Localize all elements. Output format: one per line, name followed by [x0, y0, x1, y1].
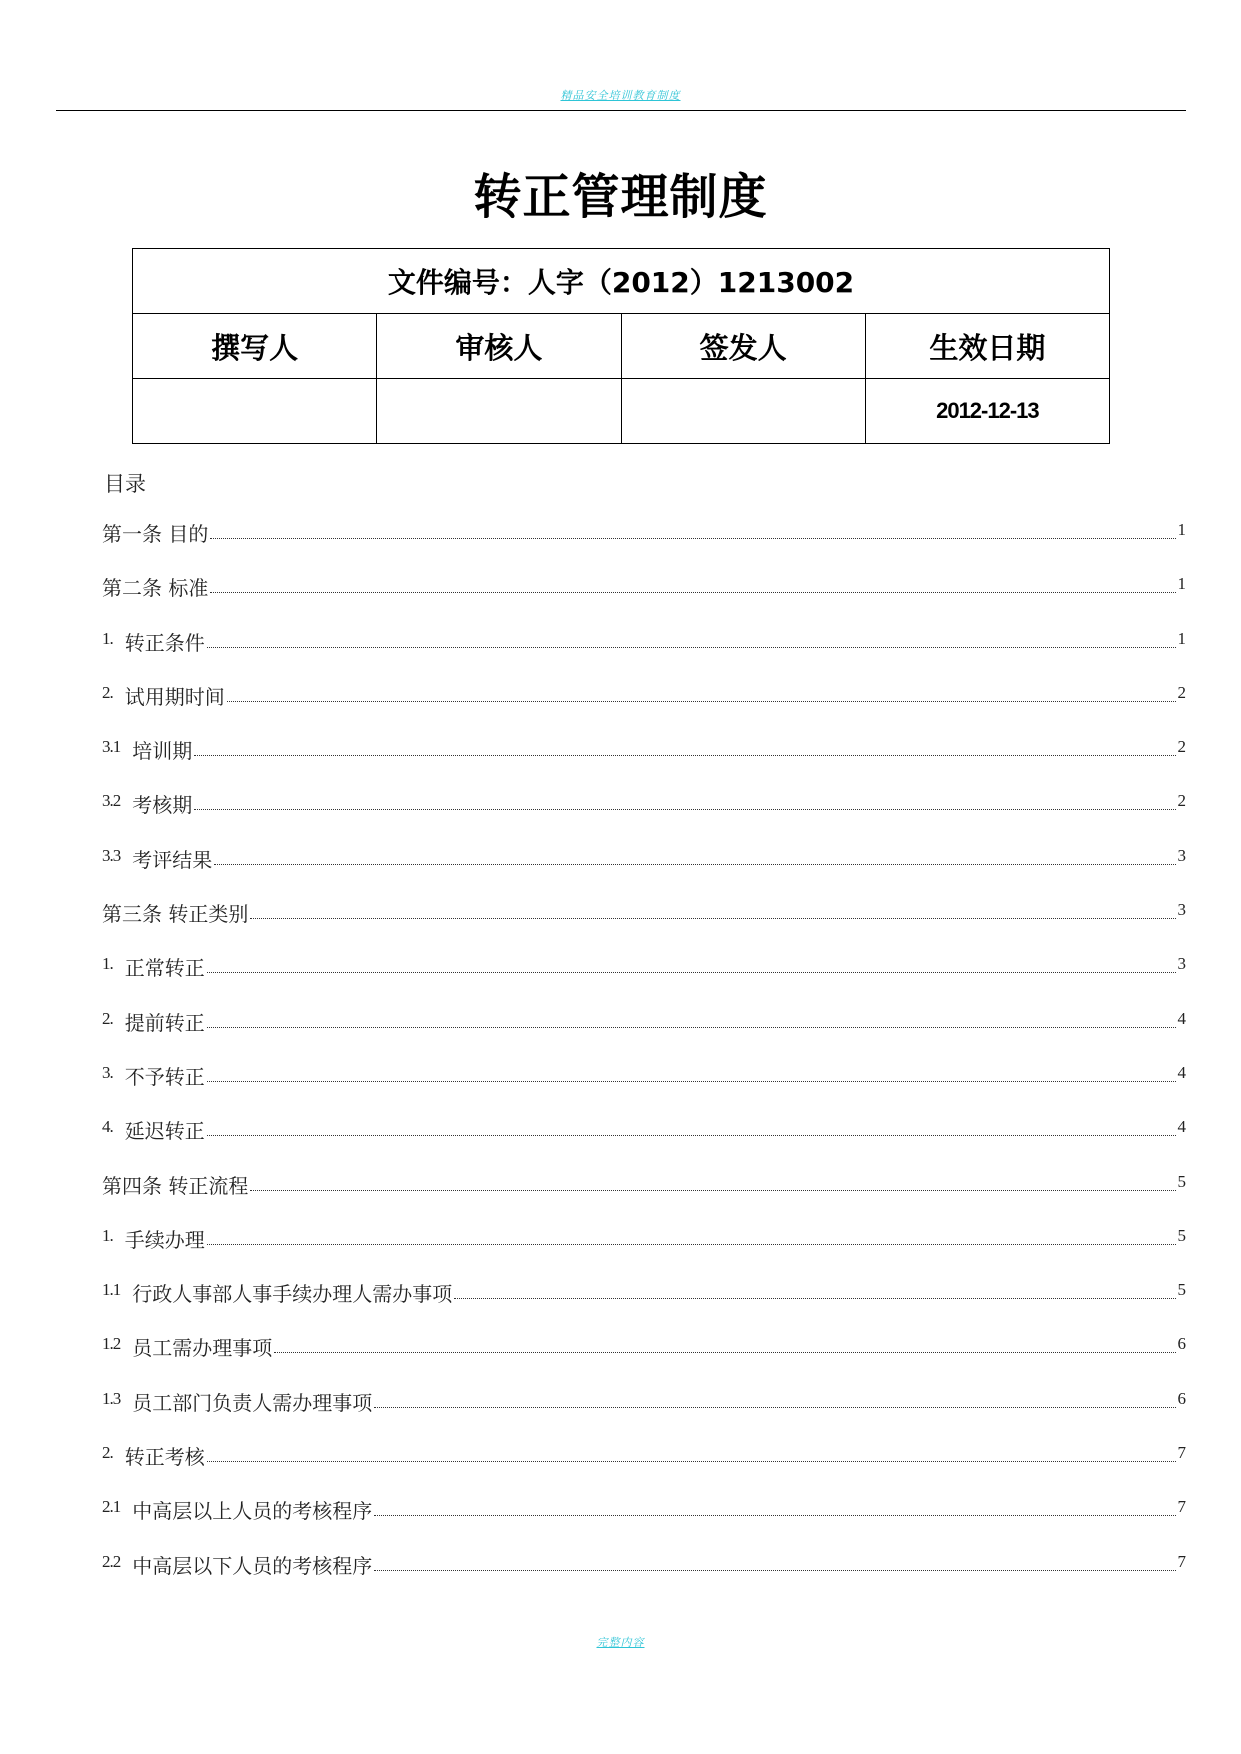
toc-entry-page: 6	[1177, 1388, 1186, 1408]
toc-leader-dots	[374, 1387, 1175, 1408]
toc-entry[interactable]	[102, 735, 1186, 789]
toc-entry-page: 2	[1177, 737, 1186, 757]
toc-entry-page: 5	[1177, 1171, 1186, 1191]
toc-entry-label: 中高层以下人员的考核程序	[132, 1553, 373, 1578]
toc-entry-number: 1.1	[102, 1280, 121, 1300]
toc-entry-page: 3	[1177, 900, 1186, 920]
column-author: 撰写人	[133, 314, 377, 379]
toc-entry-number: 1.2	[102, 1334, 121, 1354]
toc-entry-number: 3.3	[102, 845, 121, 865]
toc-entry-page: 4	[1177, 1062, 1186, 1082]
toc-entry-label: 转正条件	[124, 630, 205, 655]
toc-leader-dots	[374, 1495, 1175, 1516]
toc-entry[interactable]	[102, 1441, 1186, 1495]
toc-entry-page: 3	[1177, 954, 1186, 974]
info-value-row	[133, 379, 1110, 444]
column-effective-date: 生效日期	[865, 314, 1109, 379]
toc-entry-number: 1.	[102, 954, 113, 974]
toc-entry[interactable]	[102, 681, 1186, 735]
toc-entry-number: 1.3	[102, 1388, 121, 1408]
toc-entry-label: 正常转正	[124, 956, 205, 981]
toc-entry-number: 2.	[102, 1008, 113, 1028]
toc-entry[interactable]	[102, 789, 1186, 843]
toc-entry[interactable]	[102, 1387, 1186, 1441]
toc-entry-number: 2.1	[102, 1497, 121, 1517]
value-reviewer	[377, 379, 621, 444]
toc-leader-dots	[194, 789, 1175, 810]
file-number: 文件编号：人字（2012）1213002	[133, 249, 1110, 314]
toc-entry-page: 4	[1177, 1117, 1186, 1137]
toc-leader-dots	[227, 681, 1176, 702]
toc-entry-number: 3.	[102, 1062, 113, 1082]
toc-entry-label: 员工部门负责人需办理事项	[132, 1390, 373, 1415]
toc-leader-dots	[210, 518, 1175, 539]
toc-leader-dots	[194, 735, 1175, 756]
toc-entry-page: 5	[1177, 1225, 1186, 1245]
toc-entry-page: 3	[1177, 845, 1186, 865]
toc-entry[interactable]	[102, 1278, 1186, 1332]
toc-leader-dots	[207, 627, 1176, 648]
toc-entry[interactable]	[102, 627, 1186, 681]
file-number-row	[133, 249, 1110, 314]
toc-leader-dots	[207, 1007, 1176, 1028]
toc-entry-label: 提前转正	[124, 1010, 205, 1035]
toc-entry-label: 培训期	[132, 739, 193, 764]
header-divider	[56, 110, 1186, 111]
toc-entry-number: 2.	[102, 682, 113, 702]
info-header-row	[133, 314, 1110, 379]
toc-entry-number: 3.1	[102, 737, 121, 757]
toc-leader-dots	[207, 1224, 1176, 1245]
toc-entry[interactable]	[102, 1061, 1186, 1115]
toc-entry-label: 试用期时间	[124, 684, 225, 709]
toc-entry-label: 考核期	[132, 793, 193, 818]
toc-leader-dots	[374, 1550, 1175, 1571]
footer-note: 完整内容	[596, 1636, 645, 1649]
toc-entry-number: 2.2	[102, 1551, 121, 1571]
toc-leader-dots	[454, 1278, 1175, 1299]
value-effective-date: 2012-12-13	[865, 379, 1109, 444]
toc-leader-dots	[214, 844, 1175, 865]
toc-entry[interactable]	[102, 1550, 1186, 1604]
toc-entry-page: 2	[1177, 791, 1186, 811]
toc-entry-label: 延迟转正	[124, 1119, 205, 1144]
table-of-contents	[102, 518, 1186, 1604]
toc-entry-page: 1	[1177, 628, 1186, 648]
toc-entry-label: 考评结果	[132, 847, 213, 872]
toc-leader-dots	[250, 898, 1175, 919]
column-issuer: 签发人	[621, 314, 865, 379]
toc-entry-number: 1.	[102, 1225, 113, 1245]
toc-entry-page: 1	[1177, 520, 1186, 539]
toc-leader-dots	[207, 1441, 1176, 1462]
toc-entry-label: 手续办理	[124, 1227, 205, 1252]
toc-entry-page: 7	[1177, 1443, 1186, 1463]
toc-entry-page: 6	[1177, 1334, 1186, 1354]
value-issuer	[621, 379, 865, 444]
toc-leader-dots	[210, 572, 1175, 593]
toc-entry-number: 4.	[102, 1117, 113, 1137]
toc-entry[interactable]	[102, 1007, 1186, 1061]
toc-entry-label: 中高层以上人员的考核程序	[132, 1499, 373, 1524]
toc-entry[interactable]	[102, 1495, 1186, 1549]
toc-entry-page: 2	[1177, 682, 1186, 702]
value-author	[133, 379, 377, 444]
toc-entry[interactable]	[102, 572, 1186, 626]
toc-entry[interactable]	[102, 952, 1186, 1006]
document-info-table	[132, 248, 1110, 444]
toc-entry[interactable]	[102, 1115, 1186, 1169]
toc-heading: 目录	[104, 472, 146, 496]
toc-leader-dots	[207, 952, 1176, 973]
document-title: 转正管理制度	[473, 169, 768, 225]
toc-leader-dots	[274, 1332, 1175, 1353]
toc-entry[interactable]	[102, 1170, 1186, 1224]
toc-entry-label: 转正考核	[124, 1445, 205, 1470]
toc-entry-number: 2.	[102, 1443, 113, 1463]
toc-entry[interactable]	[102, 844, 1186, 898]
toc-entry[interactable]	[102, 1332, 1186, 1386]
column-reviewer: 审核人	[377, 314, 621, 379]
header-note: 精品安全培训教育制度	[560, 89, 681, 102]
toc-leader-dots	[207, 1115, 1176, 1136]
toc-leader-dots	[250, 1170, 1175, 1191]
toc-entry-page: 7	[1177, 1497, 1186, 1517]
toc-entry-page: 7	[1177, 1551, 1186, 1571]
toc-entry-label: 第一条 目的	[102, 522, 209, 546]
toc-entry-label: 第三条 转正类别	[102, 902, 249, 927]
toc-entry-label: 第二条 标准	[102, 576, 209, 601]
toc-leader-dots	[207, 1061, 1176, 1082]
toc-entry-label: 员工需办理事项	[132, 1336, 273, 1361]
toc-entry-number: 3.2	[102, 791, 121, 811]
toc-entry-label: 行政人事部人事手续办理人需办事项	[132, 1282, 453, 1307]
toc-entry-page: 1	[1177, 574, 1186, 594]
toc-entry-label: 第四条 转正流程	[102, 1173, 249, 1198]
toc-entry[interactable]	[102, 898, 1186, 952]
toc-entry[interactable]	[102, 1224, 1186, 1278]
toc-entry-page: 5	[1177, 1280, 1186, 1300]
toc-entry-page: 4	[1177, 1008, 1186, 1028]
toc-entry[interactable]	[102, 518, 1186, 572]
toc-entry-label: 不予转正	[124, 1064, 205, 1089]
toc-entry-number: 1.	[102, 628, 113, 648]
